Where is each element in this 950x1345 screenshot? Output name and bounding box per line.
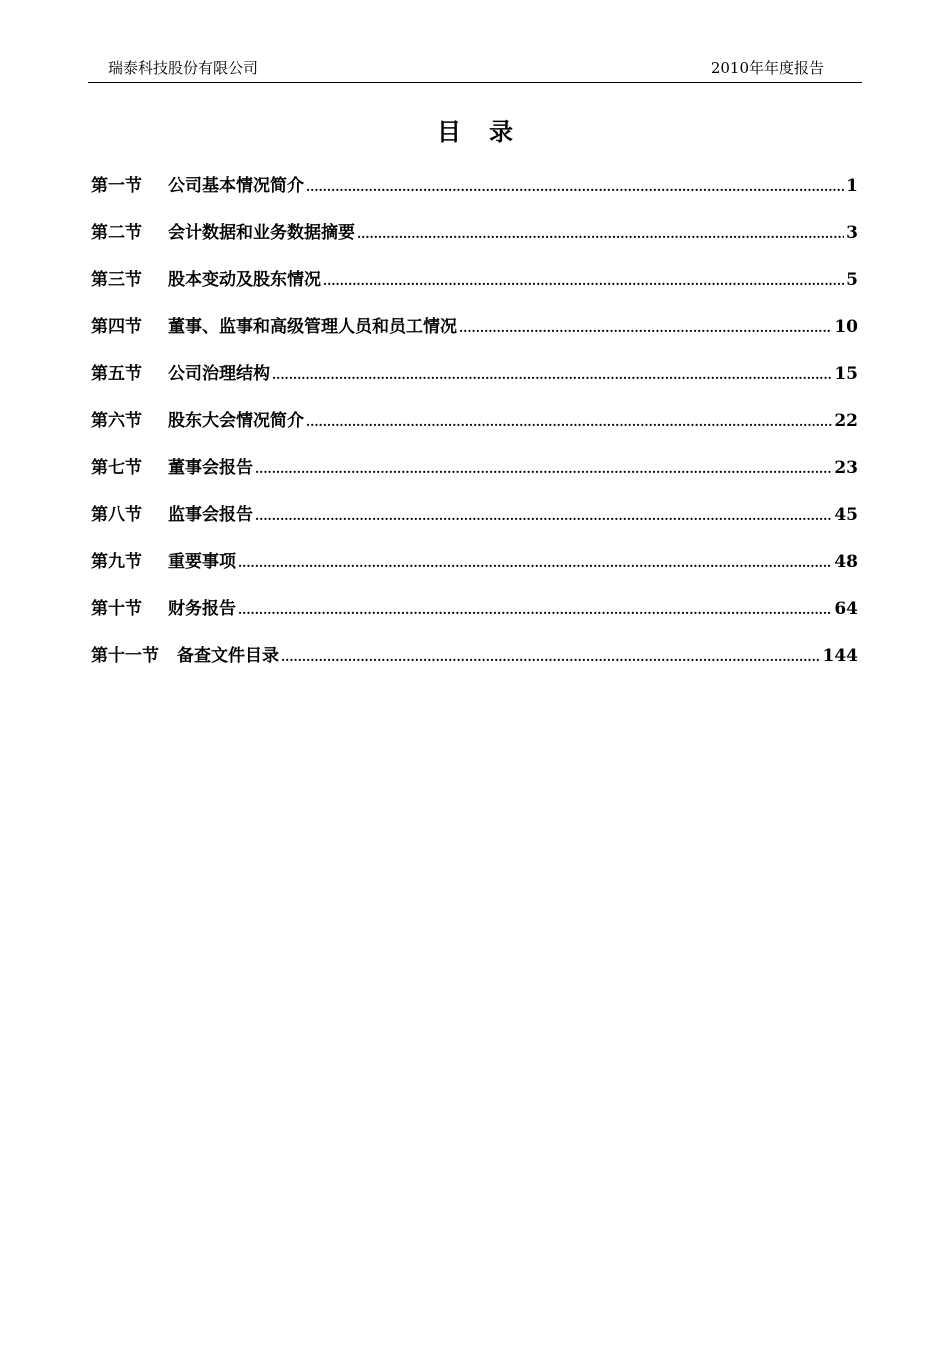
toc-section-number: 第四节 [91,317,142,337]
toc-dot-leader [357,228,844,240]
table-of-contents [91,174,858,691]
toc-section-title: 监事会报告 [168,505,253,525]
toc-section-title: 财务报告 [168,599,236,619]
toc-dot-leader [306,181,844,193]
toc-page-number: 1 [846,176,858,196]
toc-page-number: 48 [834,552,858,572]
page-header [88,58,862,83]
toc-page-number: 64 [834,599,858,619]
toc-page-number: 15 [834,364,858,384]
page-title: 目录 [437,117,541,146]
toc-page-number: 45 [834,505,858,525]
toc-entry-5[interactable] [91,362,858,409]
toc-section-number: 第八节 [91,505,142,525]
toc-section-number: 第十节 [91,599,142,619]
toc-dot-leader [255,510,832,522]
toc-page-number: 5 [846,270,858,290]
toc-section-number: 第七节 [91,458,142,478]
toc-section-number: 第十一节 [91,646,159,666]
toc-section-number: 第九节 [91,552,142,572]
toc-section-title: 公司基本情况简介 [168,176,304,196]
toc-section-number: 第一节 [91,176,142,196]
toc-page-number: 10 [834,317,858,337]
toc-entry-2[interactable] [91,221,858,268]
toc-entry-10[interactable] [91,597,858,644]
toc-section-number: 第六节 [91,411,142,431]
toc-dot-leader [255,463,832,475]
report-name: 2010年年度报告 [710,59,824,77]
toc-section-title: 公司治理结构 [168,364,270,384]
company-name: 瑞泰科技股份有限公司 [108,59,259,77]
toc-entry-4[interactable] [91,315,858,362]
toc-entry-9[interactable] [91,550,858,597]
toc-page-number: 22 [834,411,858,431]
toc-dot-leader [306,416,832,428]
toc-page-number: 144 [822,646,858,666]
toc-section-title: 股本变动及股东情况 [168,270,321,290]
toc-section-number: 第三节 [91,270,142,290]
toc-section-number: 第二节 [91,223,142,243]
toc-section-number: 第五节 [91,364,142,384]
toc-section-title: 董事、监事和高级管理人员和员工情况 [168,317,457,337]
toc-page-number: 3 [846,223,858,243]
toc-dot-leader [238,557,832,569]
toc-dot-leader [459,322,832,334]
toc-entry-11[interactable] [91,644,858,691]
toc-dot-leader [272,369,832,381]
toc-section-title: 备查文件目录 [177,646,279,666]
toc-section-title: 股东大会情况简介 [168,411,304,431]
toc-dot-leader [281,651,821,663]
toc-dot-leader [323,275,844,287]
toc-section-title: 重要事项 [168,552,236,572]
toc-entry-6[interactable] [91,409,858,456]
toc-section-title: 董事会报告 [168,458,253,478]
toc-entry-7[interactable] [91,456,858,503]
toc-dot-leader [238,604,832,616]
toc-page-number: 23 [834,458,858,478]
toc-entry-1[interactable] [91,174,858,221]
toc-entry-3[interactable] [91,268,858,315]
toc-entry-8[interactable] [91,503,858,550]
toc-section-title: 会计数据和业务数据摘要 [168,223,355,243]
